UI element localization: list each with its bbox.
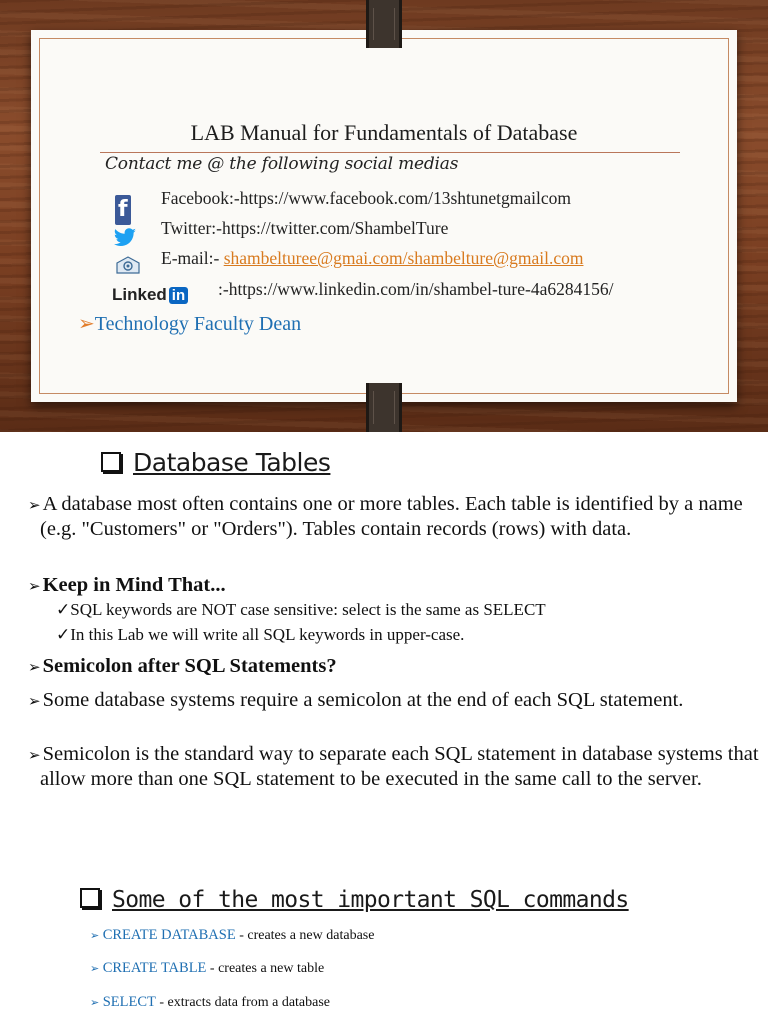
- command-item: [90, 994, 330, 1011]
- linkedin-logo-text: Linked: [112, 285, 167, 304]
- keep-in-mind-text: Keep in Mind That...: [42, 574, 226, 596]
- check-item-1-text: SQL keywords are NOT case sensitive: select is the same as SELECT: [70, 600, 546, 619]
- arrow-bullet-icon: ➢: [90, 929, 100, 942]
- command-description: - extracts data from a database: [155, 995, 331, 1010]
- arrow-bullet-icon: ➢: [90, 996, 100, 1009]
- facebook-link[interactable]: Facebook:-https://www.facebook.com/13shtunetgmailcom: [161, 188, 572, 208]
- facebook-icon: f: [115, 195, 131, 225]
- paragraph-semicolon-required: [28, 688, 760, 713]
- checkbox-bullet-icon: [80, 888, 100, 908]
- section-title-text: Database Tables: [133, 448, 331, 477]
- arrow-bullet-icon: ➢: [28, 658, 41, 676]
- linkedin-icon: [112, 285, 188, 305]
- binder-clip-bottom: [366, 383, 402, 432]
- command-description: - creates a new table: [206, 961, 325, 976]
- email-row: [161, 248, 583, 269]
- twitter-icon: [113, 228, 137, 248]
- command-keyword: CREATE TABLE: [102, 960, 207, 976]
- dean-label: Technology Faculty Dean: [94, 313, 302, 335]
- arrow-bullet-icon: ➢: [28, 496, 41, 514]
- linkedin-logo-in: in: [169, 287, 188, 304]
- command-item: [90, 960, 324, 977]
- dean-title: [78, 311, 301, 336]
- paragraph-semicolon-standard-text: Semicolon is the standard way to separate each SQL statement in database systems that allow more than one SQL statement to be executed in the same call to the server.: [40, 743, 759, 790]
- arrow-bullet-icon: ➢: [28, 746, 41, 764]
- arrow-bullet-icon: ➢: [78, 313, 95, 335]
- section-title-sql-commands: [80, 887, 629, 913]
- semicolon-heading: [28, 654, 748, 679]
- sql-commands-title-text: Some of the most important SQL commands: [112, 887, 629, 913]
- email-prefix: E-mail:-: [161, 248, 224, 268]
- arrow-bullet-icon: ➢: [28, 692, 41, 710]
- command-description: - creates a new database: [235, 928, 375, 943]
- contact-heading: Contact me @ the following social medias: [105, 154, 459, 174]
- semicolon-heading-text: Semicolon after SQL Statements?: [42, 655, 337, 677]
- paragraph-intro: [28, 492, 760, 541]
- arrow-bullet-icon: ➢: [28, 577, 41, 595]
- twitter-link[interactable]: Twitter:-https://twitter.com/ShambelTure: [161, 218, 449, 238]
- checkmark-icon: ✓: [56, 600, 71, 619]
- linkedin-link[interactable]: :-https://www.linkedin.com/in/shambel-ture-4a6284156/: [218, 279, 614, 299]
- database-tables-slide: [0, 432, 768, 1024]
- paragraph-semicolon-standard: [28, 742, 760, 791]
- checkmark-icon: ✓: [56, 625, 71, 644]
- keep-in-mind-heading: [28, 573, 748, 598]
- command-item: [90, 927, 374, 944]
- manual-title: LAB Manual for Fundamentals of Database: [190, 120, 578, 145]
- email-link[interactable]: shambelturee@gmai.com/shambelture@gmail.com: [223, 248, 584, 268]
- section-title-database-tables: [101, 448, 330, 477]
- checkbox-bullet-icon: [101, 452, 121, 472]
- paragraph-intro-text: A database most often contains one or more tables. Each table is identified by a name (e.g. "Customers" or "Orders"). Tables contain records (rows) with data.: [40, 493, 743, 540]
- check-item-2: [56, 625, 464, 645]
- arrow-bullet-icon: ➢: [90, 962, 100, 975]
- check-item-2-text: In this Lab we will write all SQL keywords in upper-case.: [70, 625, 465, 644]
- command-keyword: CREATE DATABASE: [102, 927, 236, 943]
- card-border: [39, 38, 729, 394]
- email-icon: [116, 256, 140, 274]
- paragraph-semicolon-required-text: Some database systems require a semicolon at the end of each SQL statement.: [42, 689, 684, 711]
- contact-card: [31, 30, 737, 402]
- check-item-1: [56, 600, 546, 620]
- binder-clip-top: [366, 0, 402, 48]
- title-divider: [100, 152, 680, 153]
- command-keyword: SELECT: [102, 994, 156, 1010]
- title-slide: [0, 0, 768, 432]
